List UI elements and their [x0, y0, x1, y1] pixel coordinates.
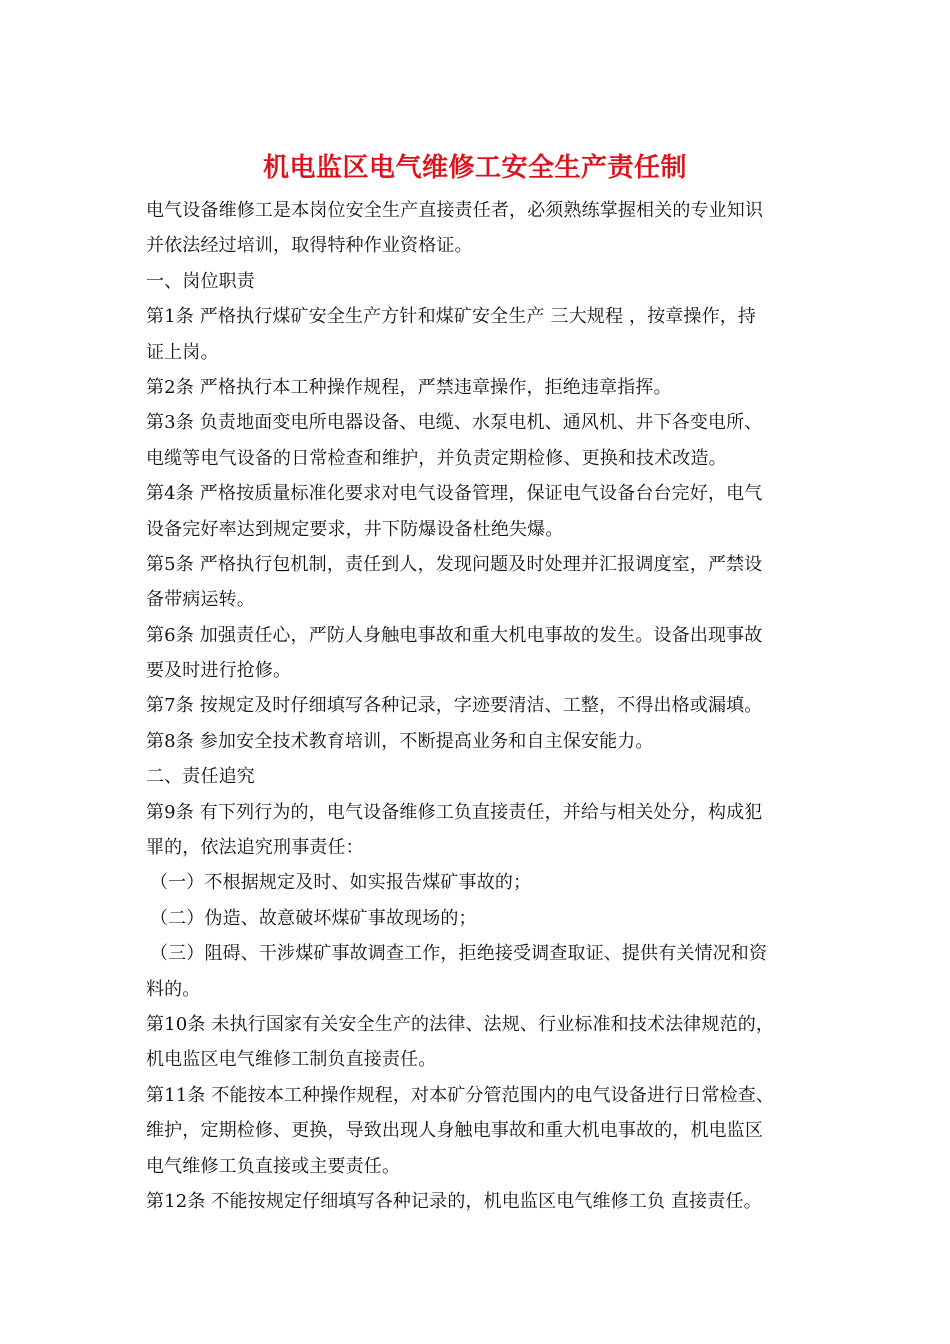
- article-9-item-2: （二）伪造、故意破坏煤矿事故现场的；: [150, 907, 477, 929]
- article-9-item-3-line-2: 料的。: [146, 978, 201, 1000]
- paragraph-line-intro-2: 并依法经过培训，取得特种作业资格证。: [146, 235, 473, 257]
- article-5-line-1: 第5条 严格执行包机制，责任到人，发现问题及时处理并汇报调度室，严禁设: [146, 553, 763, 575]
- article-3-line-2: 电缆等电气设备的日常检查和维护，并负责定期检修、更换和技术改造。: [146, 447, 727, 469]
- article-6-line-1: 第6条 加强责任心，严防人身触电事故和重大机电事故的发生。设备出现事故: [146, 624, 763, 646]
- article-9-item-1: （一）不根据规定及时、如实报告煤矿事故的；: [150, 872, 532, 894]
- article-6-line-2: 要及时进行抢修。: [146, 660, 292, 682]
- article-9-line-2: 罪的，依法追究刑事责任：: [146, 837, 364, 859]
- article-10-line-2: 机电监区电气维修工制负直接责任。: [146, 1049, 437, 1071]
- article-8-line-1: 第8条 参加安全技术教育培训，不断提高业务和自主保安能力。: [146, 730, 654, 752]
- article-3-line-1: 第3条 负责地面变电所电器设备、电缆、水泵电机、通风机、井下各变电所、: [146, 412, 763, 434]
- section-heading-duties: 一、岗位职责: [146, 270, 255, 292]
- article-11-line-3: 电气维修工负直接或主要责任。: [146, 1155, 401, 1177]
- article-9-item-3-line-1: （三）阻碍、干涉煤矿事故调查工作，拒绝接受调查取证、提供有关情况和资: [150, 943, 768, 965]
- section-heading-liability: 二、责任追究: [146, 766, 255, 788]
- paragraph-line-intro-1: 电气设备维修工是本岗位安全生产直接责任者，必须熟练掌握相关的专业知识: [146, 200, 764, 221]
- article-7-line-1: 第7条 按规定及时仔细填写各种记录，字迹要清洁、工整，不得出格或漏填。: [146, 695, 763, 717]
- article-11-line-1: 第11条 不能按本工种操作规程，对本矿分管范围内的电气设备进行日常检查、: [146, 1084, 775, 1106]
- document-body: [146, 193, 808, 1219]
- article-4-line-1: 第4条 严格按质量标准化要求对电气设备管理，保证电气设备台台完好，电气: [146, 483, 763, 505]
- article-10-line-1: 第10条 未执行国家有关安全生产的法律、法规、行业标准和技术法律规范的，: [146, 1013, 775, 1035]
- article-4-line-2: 设备完好率达到规定要求，井下防爆设备杜绝失爆。: [146, 518, 564, 540]
- article-1-line-2: 证上岗。: [146, 341, 219, 363]
- article-12-line-1: 第12条 不能按规定仔细填写各种记录的，机电监区电气维修工负 直接责任。: [146, 1190, 762, 1212]
- article-1-line-1: 第1条 严格执行煤矿安全生产方针和煤矿安全生产 三大规程 ，按章操作，持: [146, 306, 757, 328]
- article-2-line-1: 第2条 严格执行本工种操作规程，严禁违章操作，拒绝违章指挥。: [146, 376, 672, 398]
- article-9-line-1: 第9条 有下列行为的，电气设备维修工负直接责任，并给与相关处分，构成犯: [146, 801, 763, 823]
- article-11-line-2: 维护，定期检修、更换，导致出现人身触电事故和重大机电事故的，机电监区: [146, 1120, 764, 1142]
- article-5-line-2: 备带病运转。: [146, 589, 255, 611]
- document-title: 机电监区电气维修工安全生产责任制: [262, 153, 687, 183]
